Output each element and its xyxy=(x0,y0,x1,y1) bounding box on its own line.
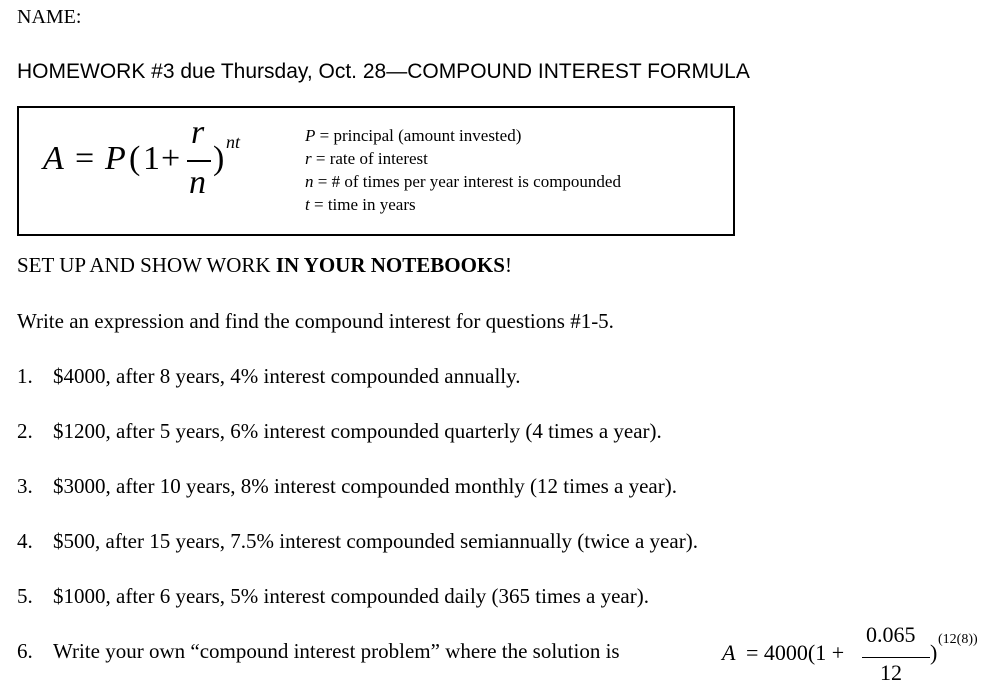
formula-denominator: n xyxy=(189,164,206,201)
formula-plus: + xyxy=(161,140,181,177)
question-5: 5. $1000, after 6 years, 5% interest compounded daily (365 times a year). xyxy=(17,584,649,608)
q6-lead: = 4000(1 + xyxy=(746,640,845,665)
q6-exponent: (12(8)) xyxy=(938,632,978,647)
formula-numerator: r xyxy=(191,114,205,151)
q6-fraction-bar xyxy=(862,657,930,658)
question-1: 1. $4000, after 8 years, 4% interest compounded annually. xyxy=(17,364,521,388)
formula-close-paren: ) xyxy=(213,140,225,177)
formula-open-paren: ( xyxy=(129,140,141,177)
expression-instruction: Write an expression and find the compound interest for questions #1-5. xyxy=(17,309,614,333)
question-3: 3. $3000, after 10 years, 8% interest compounded monthly (12 times a year). xyxy=(17,474,677,498)
formula-principal: P xyxy=(105,140,126,177)
formula-fraction-bar xyxy=(187,160,211,162)
formula-box xyxy=(17,106,735,236)
homework-title: HOMEWORK #3 due Thursday, Oct. 28—COMPOUND INTEREST FORMULA xyxy=(17,60,750,83)
formula-lhs: A xyxy=(43,140,64,177)
q6-denominator: 12 xyxy=(880,660,902,685)
question-6-formula xyxy=(722,622,990,687)
formula-equals: = xyxy=(75,140,95,177)
variable-definitions xyxy=(305,124,621,216)
question-6: 6. Write your own “compound interest problem” where the solution is xyxy=(17,639,620,663)
definition-rate: r = rate of interest xyxy=(305,149,428,168)
q6-lhs: A xyxy=(722,640,736,665)
definition-time: t = time in years xyxy=(305,195,416,214)
definition-times: n = # of times per year interest is compounded xyxy=(305,172,621,191)
q6-close-paren: ) xyxy=(930,640,938,665)
name-label: NAME: xyxy=(17,6,82,28)
formula-exponent: nt xyxy=(226,132,241,152)
setup-instruction: SET UP AND SHOW WORK IN YOUR NOTEBOOKS! xyxy=(17,253,512,277)
formula-one: 1 xyxy=(143,140,160,177)
q6-numerator: 0.065 xyxy=(866,622,916,647)
question-4: 4. $500, after 15 years, 7.5% interest compounded semiannually (twice a year). xyxy=(17,529,698,553)
definition-principal: P = principal (amount invested) xyxy=(305,126,522,145)
question-2: 2. $1200, after 5 years, 6% interest compounded quarterly (4 times a year). xyxy=(17,419,662,443)
